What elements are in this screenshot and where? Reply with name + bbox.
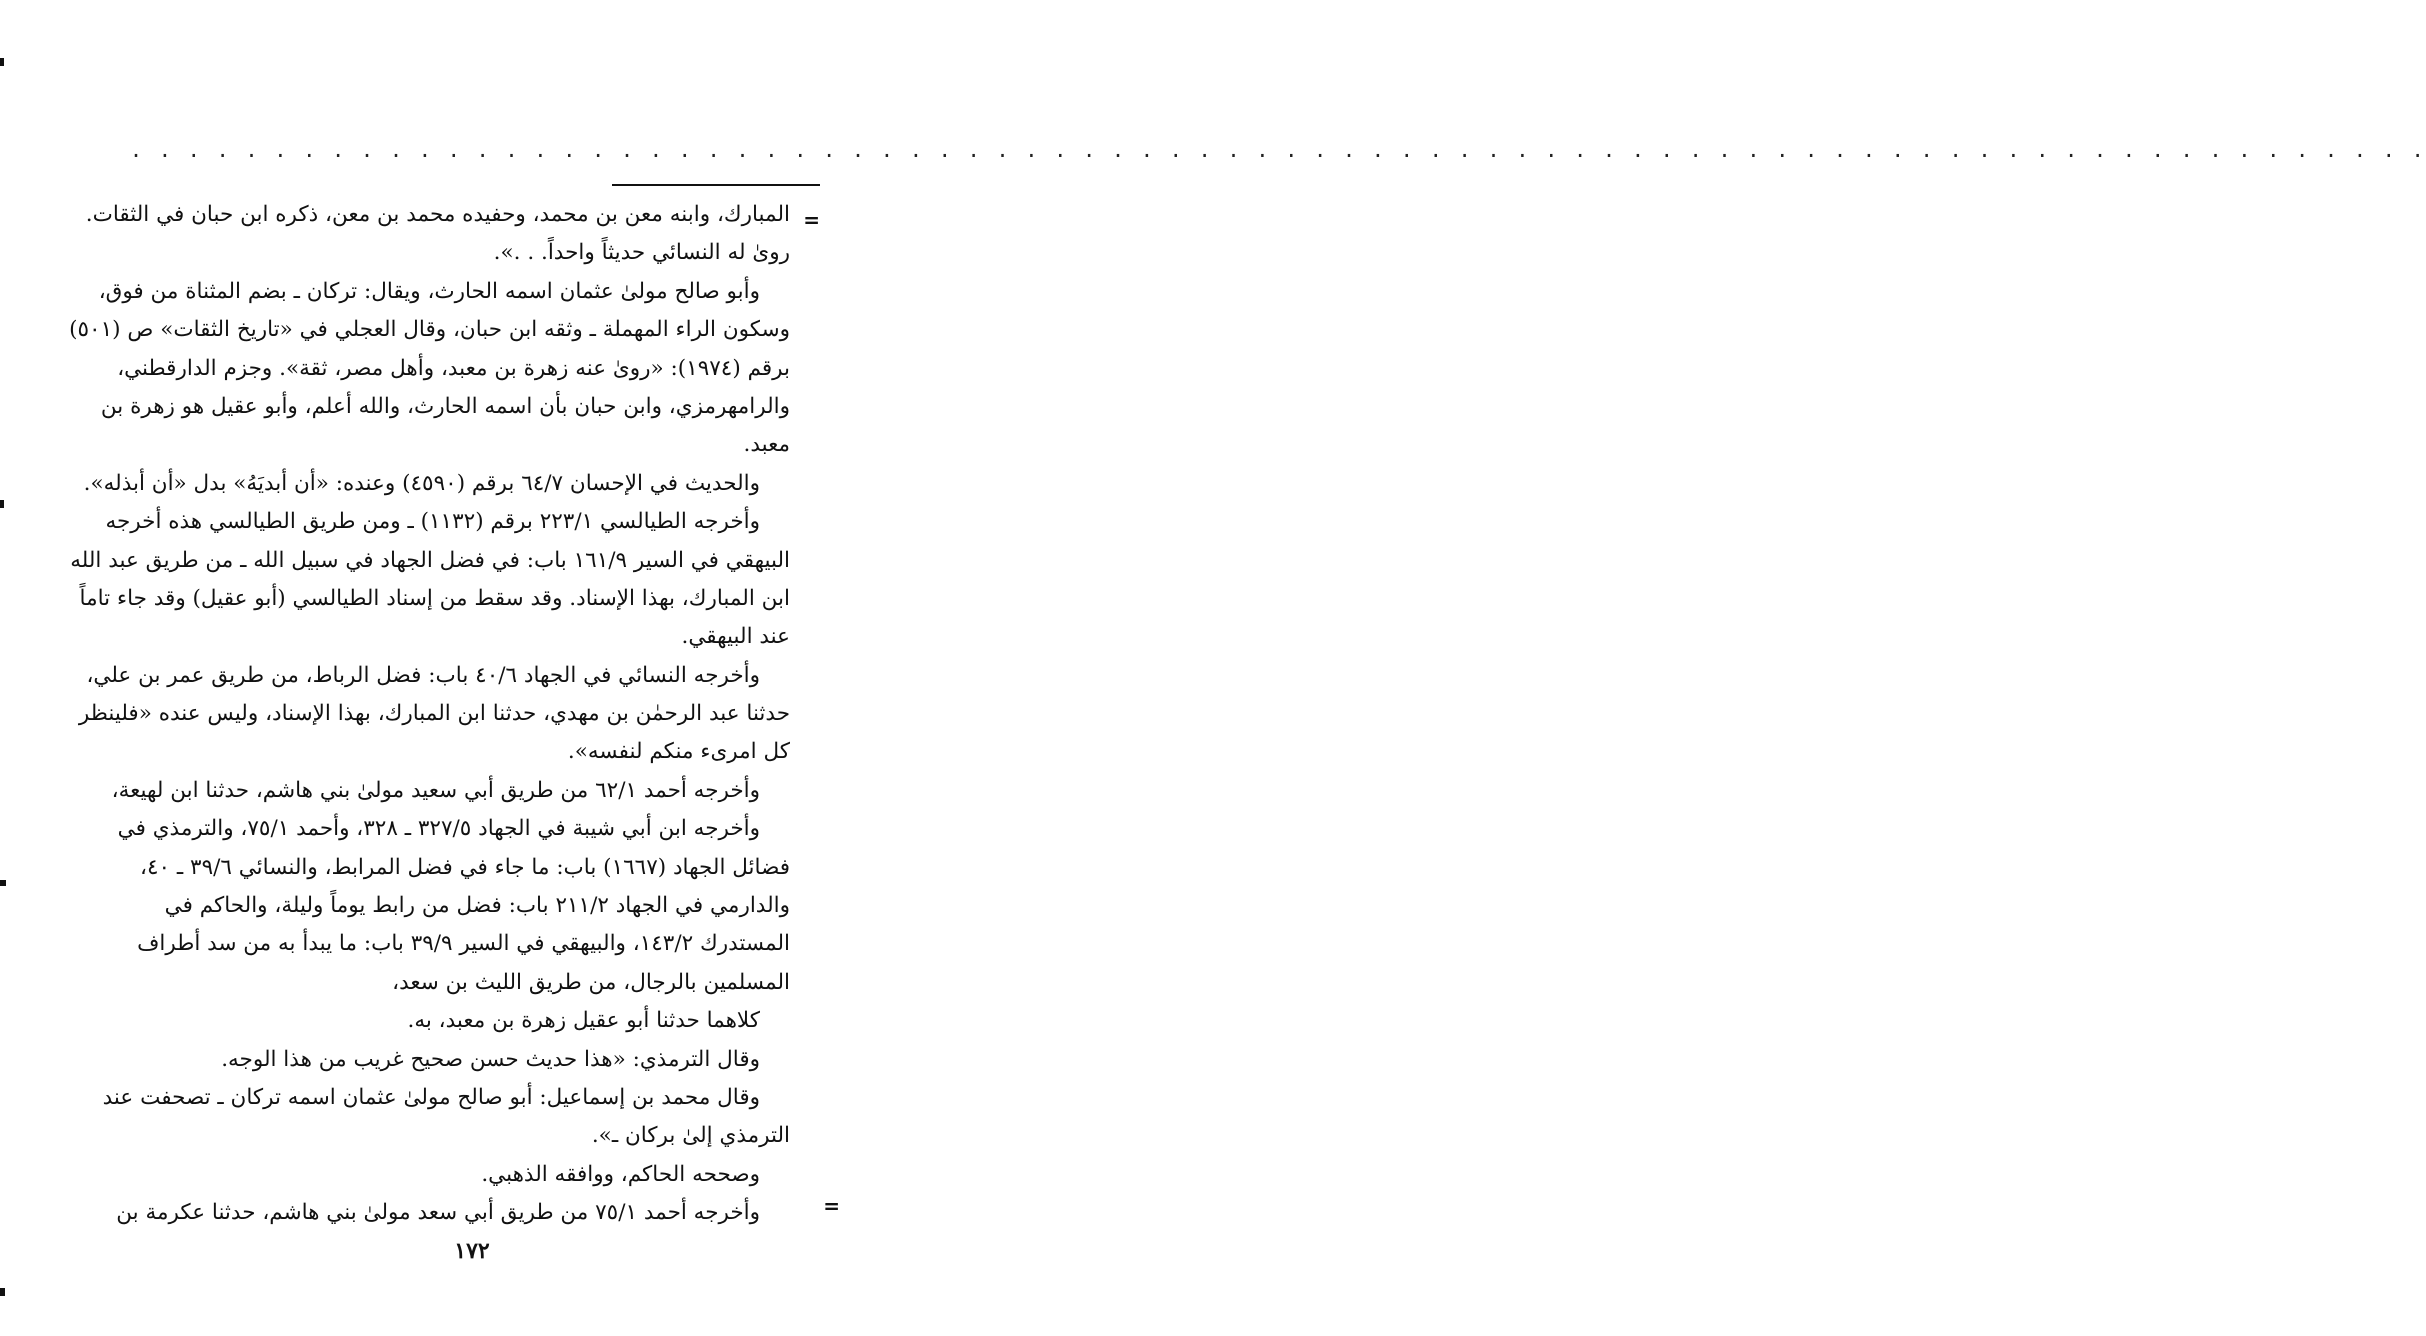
text-line: ابن المبارك، بهذا الإسناد. وقد سقط من إسناد الطيالسي (أبو عقيل) وقد جاء تاماً [79, 585, 790, 611]
text-line: المبارك، وابنه معن بن محمد، وحفيده محمد بن معن، ذكره ابن حبان في الثقات. [85, 202, 790, 227]
dotted-separator: . . . . . . . . . . . . . . . . . . . . . . . . . . . . . . . . . . . . . . . . . . . . . . . . . . . . . . . . . . . . . . . . . . . . . . . . . . . . . . . . [130, 138, 2426, 162]
continuation-mark-start: = [803, 208, 820, 232]
text-line: كلاهما حدثنا أبو عقيل زهرة بن معبد، به. [407, 1008, 760, 1034]
footnote-separator-rule [612, 184, 820, 186]
scan-edge-mark [0, 500, 4, 508]
text-line: وأخرجه ابن أبي شيبة في الجهاد ٣٢٧/٥ ـ ٣٢٨، وأحمد ٧٥/١، والترمذي في [117, 816, 760, 842]
scan-edge-mark [0, 1288, 5, 1296]
text-line: والرامهرمزي، وابن حبان بأن اسمه الحارث، والله أعلم، وأبو عقيل هو زهرة بن [100, 393, 790, 419]
text-line: وأخرجه أحمد ٦٢/١ من طريق أبي سعيد مولىٰ بني هاشم، حدثنا ابن لهيعة، [111, 777, 760, 803]
text-line: وأبو صالح مولىٰ عثمان اسمه الحارث، ويقال: تركان ـ بضم المثناة من فوق، [98, 278, 760, 304]
footnote-text [69, 196, 790, 1233]
continuation-mark-end: = [823, 1194, 840, 1218]
text-line: روىٰ له النسائي حديثاً واحداً. . .». [493, 240, 790, 266]
text-line: المستدرك ١٤٣/٢، والبيهقي في السير ٣٩/٩ باب: ما يبدأ به من سد أطراف [137, 931, 790, 957]
text-line: والحديث في الإحسان ٦٤/٧ برقم (٤٥٩٠) وعنده: «أن أبديَهُ» بدل «أن أبذله». [83, 470, 760, 496]
text-line: وقال الترمذي: «هذا حديث حسن صحيح غريب من هذا الوجه. [221, 1046, 760, 1072]
text-line: وقال محمد بن إسماعيل: أبو صالح مولىٰ عثمان اسمه تركان ـ تصحفت عند [102, 1084, 760, 1110]
scan-edge-mark [0, 58, 4, 66]
text-line: عند البيهقي. [681, 624, 790, 650]
text-line: وأخرجه الطيالسي ٢٢٣/١ برقم (١١٣٢) ـ ومن طريق الطيالسي هذه أخرجه [105, 509, 760, 535]
text-line: البيهقي في السير ١٦١/٩ باب: في فضل الجهاد في سبيل الله ـ من طريق عبد الله [70, 547, 790, 573]
text-line: معبد. [743, 432, 790, 458]
page-number: ١٧٢ [454, 1238, 490, 1264]
text-line: حدثنا عبد الرحمٰن بن مهدي، حدثنا ابن المبارك، بهذا الإسناد، وليس عنده «فلينظر [78, 701, 790, 727]
text-line: وأخرجه النسائي في الجهاد ٤٠/٦ باب: فضل الرباط، من طريق عمر بن علي، [86, 662, 760, 688]
text-line: والدارمي في الجهاد ٢١١/٢ باب: فضل من رابط يوماً وليلة، والحاكم في [164, 893, 790, 919]
text-line: وصححه الحاكم، ووافقه الذهبي. [481, 1161, 760, 1187]
text-line: كل امرىء منكم لنفسه». [567, 739, 790, 765]
text-line: فضائل الجهاد (١٦٦٧) باب: ما جاء في فضل المرابط، والنسائي ٣٩/٦ ـ ٤٠، [139, 854, 790, 880]
text-line: وسكون الراء المهملة ـ وثقه ابن حبان، وقال العجلي في «تاريخ الثقات» ص (٥٠١) [69, 317, 790, 343]
text-line: الترمذي إلىٰ بركان ـ». [591, 1123, 790, 1149]
scan-edge-mark [0, 880, 6, 886]
text-line: وأخرجه أحمد ٧٥/١ من طريق أبي سعد مولىٰ بني هاشم، حدثنا عكرمة بن [116, 1200, 760, 1226]
text-line: برقم (١٩٧٤): «روىٰ عنه زهرة بن معبد، وأهل مصر، ثقة». وجزم الدارقطني، [117, 355, 790, 381]
text-line: المسلمين بالرجال، من طريق الليث بن سعد، [392, 969, 790, 995]
